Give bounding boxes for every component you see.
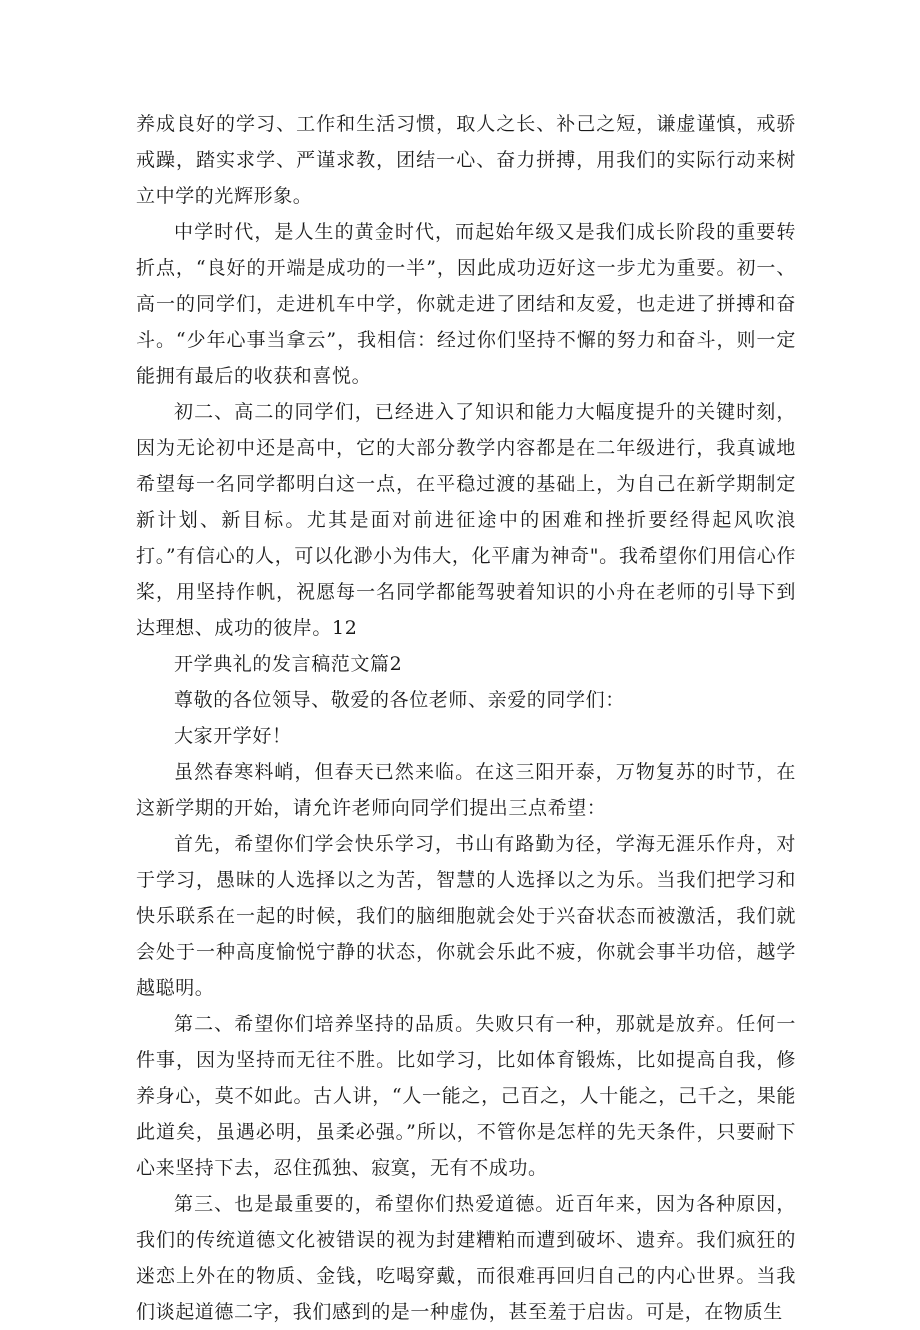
section-heading: 开学典礼的发言稿范文篇2 [174, 653, 403, 675]
salutation: 尊敬的各位领导、敬爱的各位老师、亲爱的同学们： [174, 689, 625, 711]
paragraph: 初二、高二的同学们，已经进入了知识和能力大幅度提升的关键时刻，因为无论初中还是高中，它的大部分教学内容都是在二年级进行，我真诚地希望每一名同学都明白这一点，在平稳过渡的基础上，为自己在新学期制定新计划、新目标。尤其是面对前进征途中的困难和挫折要经得起风吹浪打。”有信心的人，可以化渺小为伟大，化平庸为神奇"。我希望你们用信心作桨，用坚持作帆，祝愿每一名同学都能驾驶着知识的小舟在老师的引导下到达理想、成功的彼岸。12 [136, 401, 796, 639]
paragraph: 虽然春寒料峭，但春天已然来临。在这三阳开泰，万物复苏的时节，在这新学期的开始，请允许老师向同学们提出三点希望： [136, 761, 796, 819]
paragraph: 中学时代，是人生的黄金时代，而起始年级又是我们成长阶段的重要转折点，“良好的开端是成功的一半”，因此成功迈好这一步尤为重要。初一、高一的同学们，走进机车中学，你就走进了团结和友爱，也走进了拼搏和奋斗。“少年心事当拿云”，我相信：经过你们坚持不懈的努力和奋斗，则一定能拥有最后的收获和喜悦。 [136, 221, 796, 387]
document-page [136, 106, 796, 1330]
paragraph-continuation: 养成良好的学习、工作和生活习惯，取人之长、补己之短，谦虚谨慎，戒骄戒躁，踏实求学、严谨求教，团结一心、奋力拼搏，用我们的实际行动来树立中学的光辉形象。 [136, 113, 796, 207]
paragraph: 首先，希望你们学会快乐学习，书山有路勤为径，学海无涯乐作舟，对于学习，愚昧的人选择以之为苦，智慧的人选择以之为乐。当我们把学习和快乐联系在一起的时候，我们的脑细胞就会处于兴奋状态而被激活，我们就会处于一种高度愉悦宁静的状态，你就会乐此不疲，你就会事半功倍，越学越聪明。 [136, 833, 796, 999]
paragraph: 第三、也是最重要的，希望你们热爱道德。近百年来，因为各种原因，我们的传统道德文化被错误的视为封建糟粕而遭到破坏、遗弃。我们疯狂的迷恋上外在的物质、金钱，吃喝穿戴，而很难再回归自己的内心世界。当我们谈起道德二字，我们感到的是一种虚伪，甚至羞于启齿。可是，在物质生 [136, 1193, 796, 1323]
paragraph: 第二、希望你们培养坚持的品质。失败只有一种，那就是放弃。任何一件事，因为坚持而无往不胜。比如学习，比如体育锻炼，比如提高自我，修养身心，莫不如此。古人讲，“人一能之，己百之，人十能之，己千之，果能此道矣，虽遇必明，虽柔必强。”所以，不管你是怎样的先天条件，只要耐下心来坚持下去，忍住孤独、寂寞，无有不成功。 [136, 1013, 796, 1179]
greeting: 大家开学好！ [174, 725, 292, 747]
